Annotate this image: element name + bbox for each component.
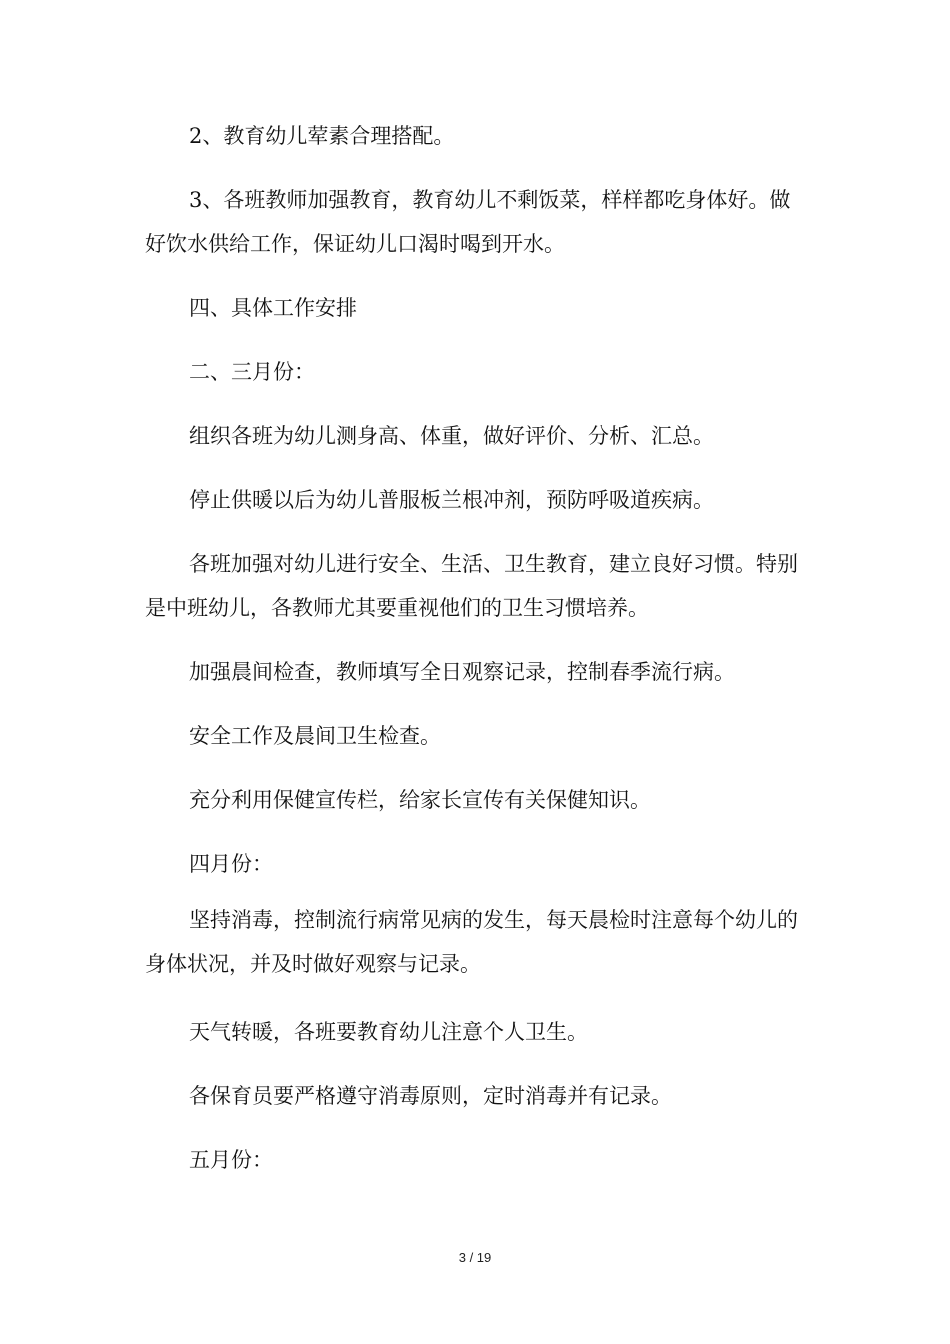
paragraph-1: 2、教育幼儿荤素合理搭配。 [189, 124, 455, 148]
section-heading-4: 四、具体工作安排 [189, 296, 357, 320]
paragraph-5: 组织各班为幼儿测身高、体重，做好评价、分析、汇总。 [189, 424, 714, 448]
paragraph-13: 天气转暖，各班要教育幼儿注意个人卫生。 [189, 1020, 588, 1044]
paragraph-8: 加强晨间检查，教师填写全日观察记录，控制春季流行病。 [189, 660, 735, 684]
month-heading-may: 五月份： [189, 1148, 273, 1172]
month-heading-feb-mar: 二、三月份： [189, 360, 315, 384]
paragraph-10: 充分利用保健宣传栏，给家长宣传有关保健知识。 [189, 788, 651, 812]
paragraph-14: 各保育员要严格遵守消毒原则，定时消毒并有记录。 [189, 1084, 672, 1108]
paragraph-9: 安全工作及晨间卫生检查。 [189, 724, 441, 748]
paragraph-2: 3、各班教师加强教育，教育幼儿不剩饭菜，样样都吃身体好。做好饮水供给工作，保证幼儿口渴时喝到开水。 [145, 188, 791, 256]
paragraph-12: 坚持消毒，控制流行病常见病的发生，每天晨检时注意每个幼儿的身体状况，并及时做好观察与记录。 [145, 908, 798, 976]
paragraph-6: 停止供暖以后为幼儿普服板兰根冲剂，预防呼吸道疾病。 [189, 488, 714, 512]
month-heading-apr: 四月份： [189, 852, 273, 876]
paragraph-7: 各班加强对幼儿进行安全、生活、卫生教育，建立良好习惯。特别是中班幼儿，各教师尤其要重视他们的卫生习惯培养。 [145, 552, 798, 620]
page-number: 3 / 19 [458, 1250, 492, 1265]
